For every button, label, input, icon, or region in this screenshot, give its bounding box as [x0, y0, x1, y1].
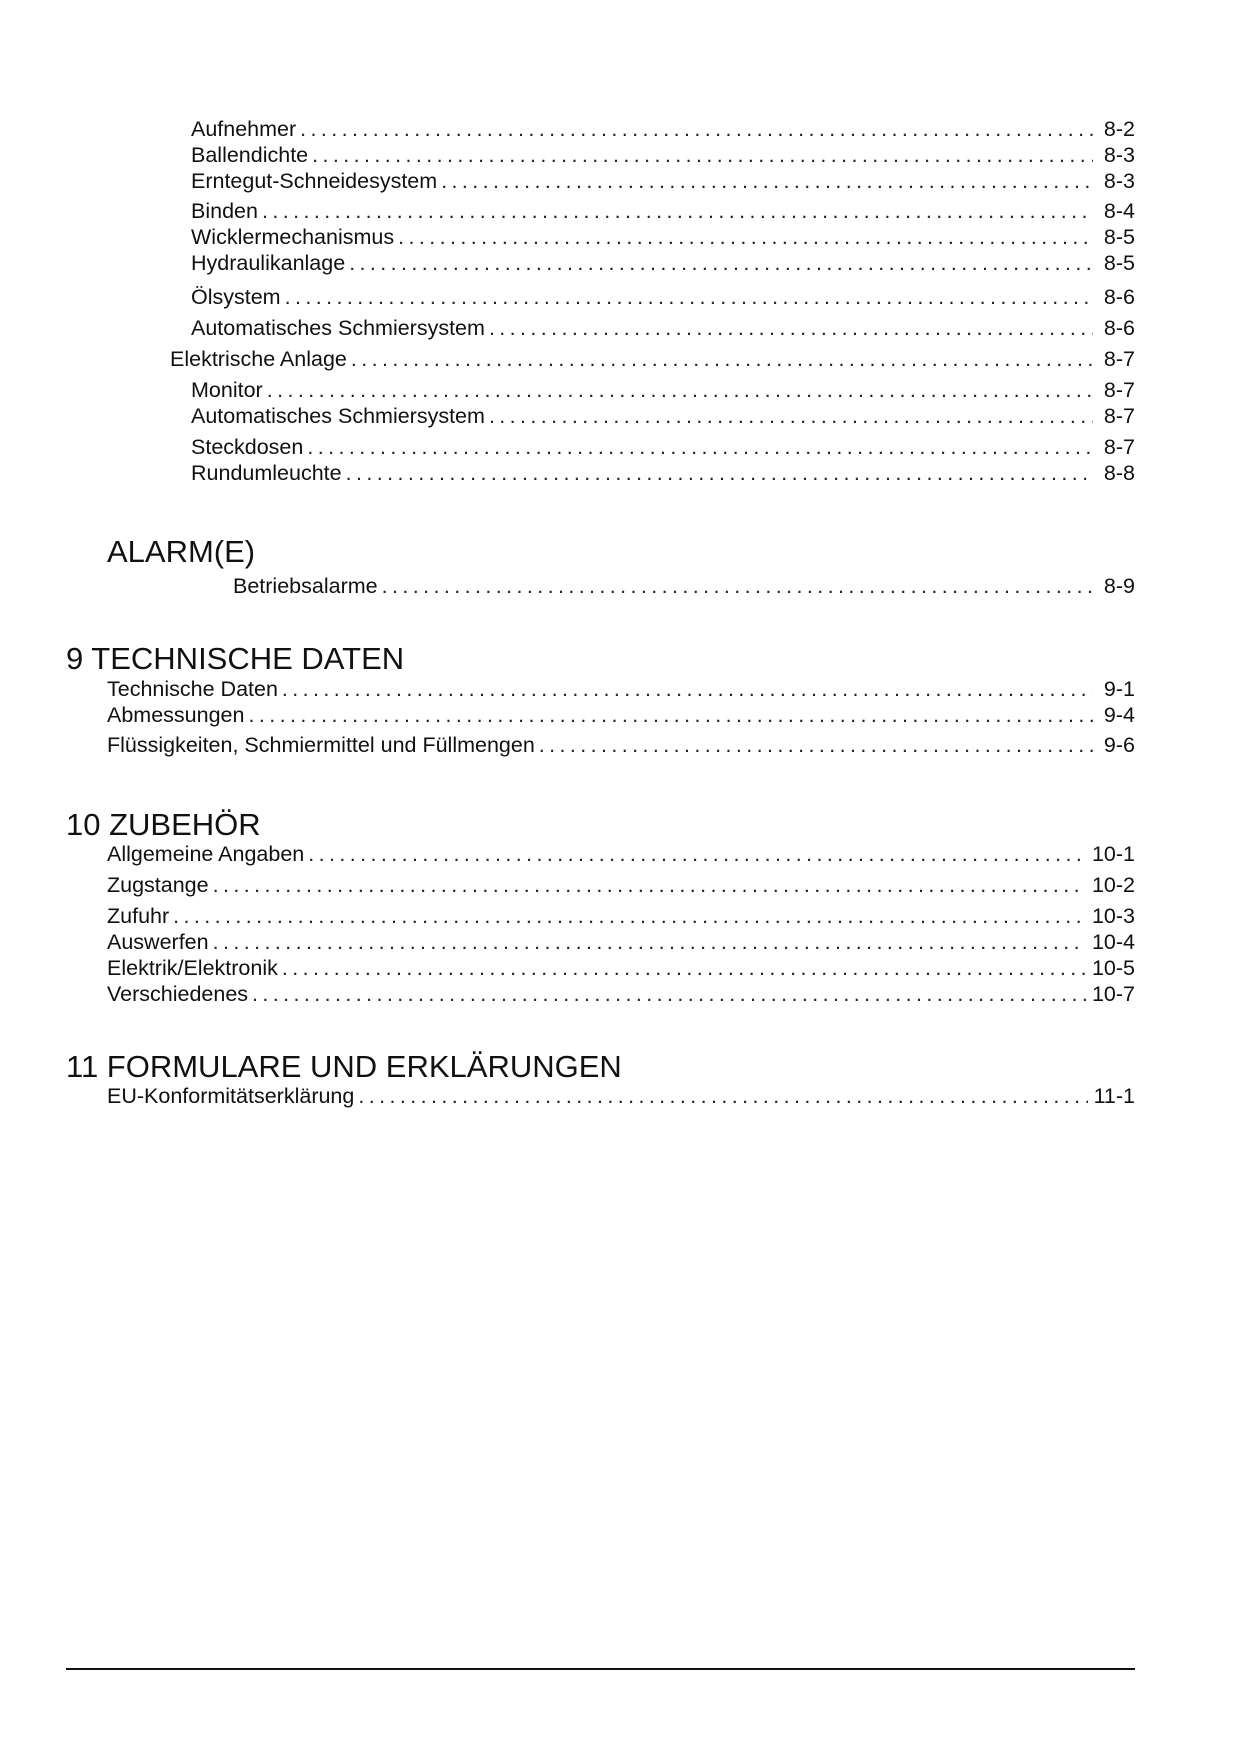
toc-entry-label: EU-Konformitätserklärung: [107, 1084, 355, 1108]
toc-entry[interactable]: [191, 434, 1135, 460]
toc-entry-page: 8-5: [1103, 225, 1135, 249]
toc-entry[interactable]: [107, 1083, 1135, 1109]
toc-entry-label: Ölsystem: [191, 285, 281, 309]
toc-leader-dots: [489, 403, 1093, 429]
toc-entry-label: Wicklermechanismus: [191, 225, 395, 249]
toc-leader-dots: [349, 250, 1093, 276]
toc-entry-page: 8-3: [1103, 143, 1135, 167]
toc-entry-page: 10-7: [1091, 982, 1135, 1006]
toc-entry-page: 10-2: [1091, 873, 1135, 897]
toc-entry[interactable]: [191, 198, 1135, 224]
toc-leader-dots: [312, 142, 1093, 168]
toc-entry[interactable]: [107, 903, 1135, 929]
alarm-section-heading[interactable]: ALARM(E): [107, 534, 256, 569]
toc-leader-dots: [398, 224, 1093, 250]
toc-entry-page: 10-1: [1091, 842, 1135, 866]
toc-entry-label: Auswerfen: [107, 930, 209, 954]
toc-entry-page: 10-5: [1091, 956, 1135, 980]
toc-leader-dots: [300, 116, 1093, 142]
toc-entry-label: Betriebsalarme: [233, 574, 378, 598]
toc-leader-dots: [346, 460, 1093, 486]
toc-leader-dots: [285, 284, 1093, 310]
toc-leader-dots: [252, 981, 1086, 1007]
toc-entry[interactable]: [233, 573, 1135, 599]
toc-entry-page: 8-2: [1103, 117, 1135, 141]
toc-entry[interactable]: [191, 315, 1135, 341]
section-11-heading[interactable]: 11 FORMULARE UND ERKLÄRUNGEN: [66, 1049, 622, 1084]
toc-entry[interactable]: [107, 872, 1135, 898]
toc-entry-label: Rundumleuchte: [191, 461, 342, 485]
toc-entry-page: 8-7: [1103, 404, 1135, 428]
toc-entry-page: 8-6: [1103, 316, 1135, 340]
toc-entry-page: 8-3: [1103, 169, 1135, 193]
toc-entry[interactable]: [191, 142, 1135, 168]
toc-leader-dots: [248, 702, 1093, 728]
toc-entry[interactable]: [191, 403, 1135, 429]
toc-entry-label: Ballendichte: [191, 143, 309, 167]
toc-entry[interactable]: [191, 250, 1135, 276]
toc-entry-label: Verschiedenes: [107, 982, 249, 1006]
toc-leader-dots: [539, 732, 1093, 758]
toc-entry-label: Hydraulikanlage: [191, 251, 346, 275]
toc-entry-page: 8-8: [1103, 461, 1135, 485]
toc-entry-label: Steckdosen: [191, 435, 304, 459]
toc-leader-dots: [213, 929, 1086, 955]
toc-leader-dots: [262, 198, 1093, 224]
toc-entry-page: 10-4: [1091, 930, 1135, 954]
toc-entry-label: Erntegut-Schneidesystem: [191, 169, 438, 193]
toc-entry[interactable]: [191, 224, 1135, 250]
toc-entry-page: 11-1: [1093, 1084, 1135, 1108]
toc-entry[interactable]: [107, 955, 1135, 981]
toc-entry-label: Zufuhr: [107, 904, 170, 928]
toc-entry[interactable]: [107, 981, 1135, 1007]
toc-entry-label: Allgemeine Angaben: [107, 842, 305, 866]
toc-entry[interactable]: [107, 676, 1135, 702]
toc-entry-page: 8-4: [1103, 199, 1135, 223]
toc-leader-dots: [308, 841, 1086, 867]
toc-entry-label: Flüssigkeiten, Schmiermittel und Füllmengen: [107, 733, 535, 757]
toc-entry-label: Monitor: [191, 378, 263, 402]
toc-entry-label: Zugstange: [107, 873, 209, 897]
toc-entry-label: Elektrische Anlage: [170, 347, 347, 371]
toc-entry-label: Elektrik/Elektronik: [107, 956, 278, 980]
toc-entry-label: Binden: [191, 199, 258, 223]
toc-entry[interactable]: [107, 732, 1135, 758]
toc-entry-page: 10-3: [1091, 904, 1135, 928]
toc-entry-label: Abmessungen: [107, 703, 245, 727]
toc-entry-page: 9-6: [1103, 733, 1135, 757]
toc-entry-page: 9-4: [1103, 703, 1135, 727]
toc-entry[interactable]: [107, 929, 1135, 955]
toc-entry[interactable]: [191, 116, 1135, 142]
toc-entry[interactable]: [191, 284, 1135, 310]
toc-leader-dots: [173, 903, 1086, 929]
toc-entry-page: 8-9: [1103, 574, 1135, 598]
toc-entry-page: 9-1: [1103, 677, 1135, 701]
toc-entry[interactable]: [191, 168, 1135, 194]
toc-entry-label: Technische Daten: [107, 677, 278, 701]
section-9-heading[interactable]: 9 TECHNISCHE DATEN: [66, 641, 405, 676]
toc-entry-label: Automatisches Schmiersystem: [191, 404, 485, 428]
footer-rule: [66, 1668, 1135, 1670]
toc-entry-page: 8-7: [1103, 435, 1135, 459]
toc-leader-dots: [351, 346, 1093, 372]
toc-entry-label: Aufnehmer: [191, 117, 297, 141]
toc-leader-dots: [382, 573, 1093, 599]
toc-entry[interactable]: [191, 377, 1135, 403]
toc-entry-page: 8-6: [1103, 285, 1135, 309]
toc-leader-dots: [441, 168, 1093, 194]
toc-leader-dots: [358, 1083, 1087, 1109]
toc-leader-dots: [282, 955, 1086, 981]
toc-entry[interactable]: [107, 702, 1135, 728]
toc-entry-label: Automatisches Schmiersystem: [191, 316, 485, 340]
toc-entry[interactable]: [107, 841, 1135, 867]
toc-leader-dots: [267, 377, 1093, 403]
toc-entry[interactable]: [170, 346, 1135, 372]
toc-entry-page: 8-5: [1103, 251, 1135, 275]
toc-leader-dots: [489, 315, 1093, 341]
section-10-heading[interactable]: 10 ZUBEHÖR: [66, 807, 261, 842]
toc-entry-page: 8-7: [1103, 378, 1135, 402]
toc-leader-dots: [213, 872, 1086, 898]
toc-entry-page: 8-7: [1103, 347, 1135, 371]
toc-entry[interactable]: [191, 460, 1135, 486]
toc-leader-dots: [282, 676, 1093, 702]
toc-leader-dots: [307, 434, 1093, 460]
